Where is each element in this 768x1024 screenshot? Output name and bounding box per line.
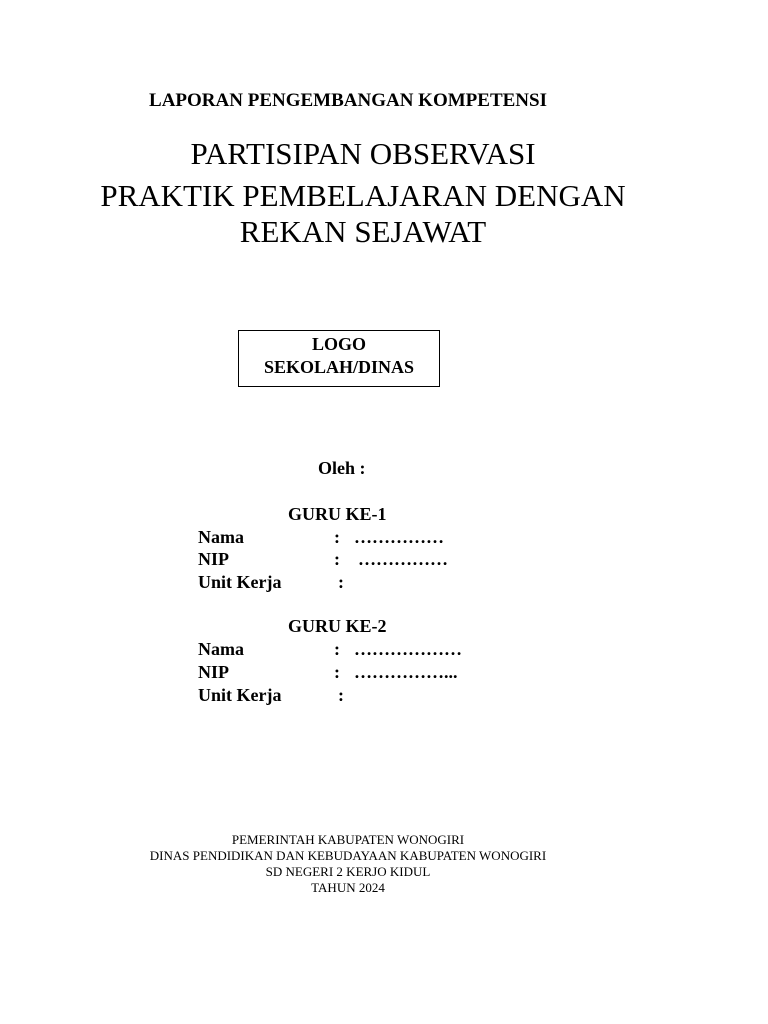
teacher-1-nip-label: NIP (198, 549, 229, 569)
teacher-1-nip-colon: : (334, 549, 340, 569)
report-type-heading: LAPORAN PENGEMBANGAN KOMPETENSI (149, 90, 547, 111)
teacher-1-unit-label: Unit Kerja (198, 572, 282, 592)
teacher-1-name-colon: : (334, 527, 340, 547)
teacher-2-nip-colon: : (334, 662, 340, 682)
footer-school: SD NEGERI 2 KERJO KIDUL (265, 864, 431, 879)
teacher-1-name-label: Nama (198, 527, 244, 547)
teacher-1-heading: GURU KE-1 (288, 504, 387, 524)
footer-government: PEMERINTAH KABUPATEN WONOGIRI (231, 832, 465, 847)
teacher-2-nip-value: ……………... (354, 662, 458, 682)
teacher-2-unit-label: Unit Kerja (198, 685, 282, 705)
teacher-2-name-value: ……………… (354, 639, 462, 659)
by-label: Oleh : (318, 458, 366, 478)
teacher-2-heading: GURU KE-2 (288, 616, 387, 636)
document-title-line-2: PRAKTIK PEMBELAJARAN DENGAN (100, 178, 626, 213)
document-title-line-1: PARTISIPAN OBSERVASI (190, 136, 536, 171)
teacher-1-nip-value: …………… (358, 549, 448, 569)
teacher-2-name-label: Nama (198, 639, 244, 659)
logo-placeholder-line-1: LOGO (311, 334, 366, 354)
teacher-2-nip-label: NIP (198, 662, 229, 682)
footer-year: TAHUN 2024 (311, 880, 385, 895)
teacher-2-unit-colon: : (338, 685, 344, 705)
document-title-line-3: REKAN SEJAWAT (239, 214, 487, 249)
teacher-2-name-colon: : (334, 639, 340, 659)
teacher-1-name-value: …………… (354, 527, 444, 547)
logo-placeholder-box (238, 330, 440, 387)
logo-placeholder-line-2: SEKOLAH/DINAS (263, 357, 415, 377)
footer-department: DINAS PENDIDIKAN DAN KEBUDAYAAN KABUPATEN WONOGIRI (149, 848, 547, 863)
teacher-1-unit-colon: : (338, 572, 344, 592)
